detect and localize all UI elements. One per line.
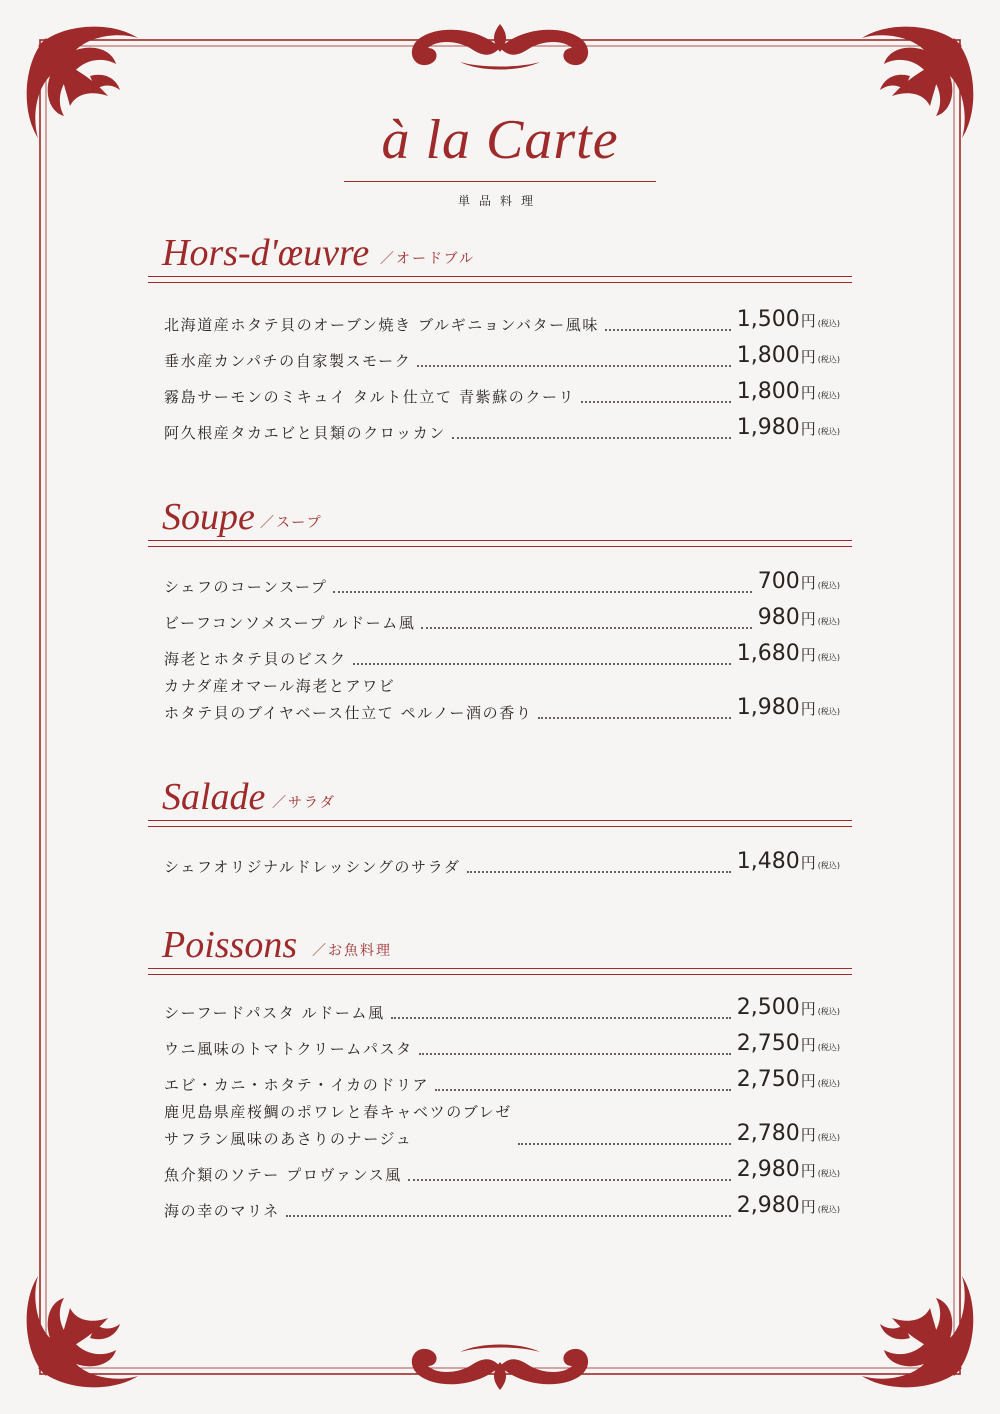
section-script-title: Hors-d'œuvre — [162, 232, 370, 274]
dot-leader — [538, 717, 730, 719]
dot-leader — [419, 1053, 731, 1055]
menu-item — [164, 411, 840, 447]
menu-item — [164, 845, 840, 881]
section-jp-title: ／スープ — [260, 515, 323, 531]
item-name: ビーフコンソメスープ ルドーム風 — [164, 614, 416, 632]
title-rule — [344, 181, 656, 182]
item-price: 2,500円 (税込) — [736, 995, 840, 1020]
dot-leader — [581, 401, 731, 403]
item-name: 北海道産ホタテ貝のオーブン焼き ブルギニョンバター風味 — [164, 316, 599, 334]
menu-item — [164, 1027, 840, 1063]
item-price: 1,800円 (税込) — [736, 343, 840, 368]
section-heading — [148, 924, 852, 968]
item-price: 1,500円 (税込) — [736, 307, 840, 332]
item-name: シーフードパスタ ルドーム風 — [164, 1004, 385, 1022]
menu-item — [164, 1153, 840, 1189]
item-price: 2,750円 (税込) — [736, 1031, 840, 1056]
item-price: 2,980円 (税込) — [736, 1193, 840, 1218]
menu-item — [164, 1063, 840, 1099]
page-title: à la Carte — [381, 109, 619, 171]
section-rule — [148, 968, 852, 975]
page-subtitle: 単品料理 — [457, 194, 542, 208]
item-price: 980円 (税込) — [757, 605, 840, 630]
item-price: 1,480円 (税込) — [736, 849, 840, 874]
dot-leader — [333, 591, 751, 593]
item-name: 垂水産カンパチの自家製スモーク — [164, 352, 412, 370]
item-name: ウニ風味のトマトクリームパスタ — [164, 1040, 413, 1058]
item-name: シェフのコーンスープ — [164, 578, 328, 596]
section-jp-title: ／サラダ — [272, 795, 336, 811]
section-heading — [148, 496, 852, 540]
item-price: 1,980円 (税込) — [736, 695, 840, 720]
item-name: 鹿児島県産桜鯛のポワレと春キャベツのブレゼ サフラン風味のあさりのナージュ — [164, 1103, 513, 1148]
item-price: 2,750円 (税込) — [736, 1067, 840, 1092]
menu-item — [164, 673, 840, 727]
menu-item — [164, 991, 840, 1027]
section-poissons — [148, 924, 852, 1225]
item-name: 阿久根産タカエビと貝類のクロッカン — [164, 424, 446, 442]
section-soupe — [148, 496, 852, 727]
menu-list — [148, 303, 852, 447]
menu-list — [148, 845, 852, 881]
dot-leader — [286, 1215, 731, 1217]
section-hors-doeuvre — [148, 232, 852, 447]
item-price: 1,680円 (税込) — [736, 641, 840, 666]
section-heading — [148, 776, 852, 820]
item-price: 1,800円 (税込) — [736, 379, 840, 404]
dot-leader — [421, 627, 751, 629]
menu-list — [148, 565, 852, 727]
item-price: 700円 (税込) — [757, 569, 840, 594]
item-name: 海老とホタテ貝のビスク — [164, 650, 347, 668]
dot-leader — [408, 1179, 731, 1181]
menu-item — [164, 565, 840, 601]
dot-leader — [605, 329, 731, 331]
section-script-title: Poissons — [162, 924, 298, 966]
item-name: エビ・カニ・ホタテ・イカのドリア — [164, 1076, 430, 1094]
dot-leader — [435, 1089, 731, 1091]
section-script-title: Soupe — [162, 496, 255, 538]
dot-leader — [518, 1143, 731, 1145]
section-rule — [148, 276, 852, 283]
item-name: 霧島サーモンのミキュイ タルト仕立て 青紫蘇のクーリ — [164, 388, 576, 406]
item-name: カナダ産オマール海老とアワビ ホタテ貝のブイヤベース仕立て ペルノー酒の香り — [164, 677, 533, 722]
menu-item — [164, 375, 840, 411]
item-price: 2,780円 (税込) — [736, 1121, 840, 1146]
section-heading — [148, 232, 852, 276]
menu-item — [164, 303, 840, 339]
dot-leader — [417, 365, 730, 367]
item-name: シェフオリジナルドレッシングのサラダ — [164, 858, 461, 876]
section-jp-title: ／オードブル — [380, 251, 476, 267]
section-rule — [148, 540, 852, 547]
section-rule — [148, 820, 852, 827]
menu-item — [164, 601, 840, 637]
item-name: 魚介類のソテー プロヴァンス風 — [164, 1166, 402, 1184]
dot-leader — [467, 871, 731, 873]
dot-leader — [452, 437, 731, 439]
menu-item — [164, 637, 840, 673]
item-price: 2,980円 (税込) — [736, 1157, 840, 1182]
section-salade — [148, 776, 852, 881]
menu-item — [164, 1189, 840, 1225]
menu-item — [164, 1099, 840, 1153]
dot-leader — [391, 1017, 731, 1019]
item-price: 1,980円 (税込) — [736, 415, 840, 440]
section-jp-title: ／お魚料理 — [312, 943, 392, 959]
menu-list — [148, 991, 852, 1225]
item-name: 海の幸のマリネ — [164, 1202, 280, 1220]
dot-leader — [353, 663, 731, 665]
section-script-title: Salade — [162, 776, 266, 818]
menu-item — [164, 339, 840, 375]
